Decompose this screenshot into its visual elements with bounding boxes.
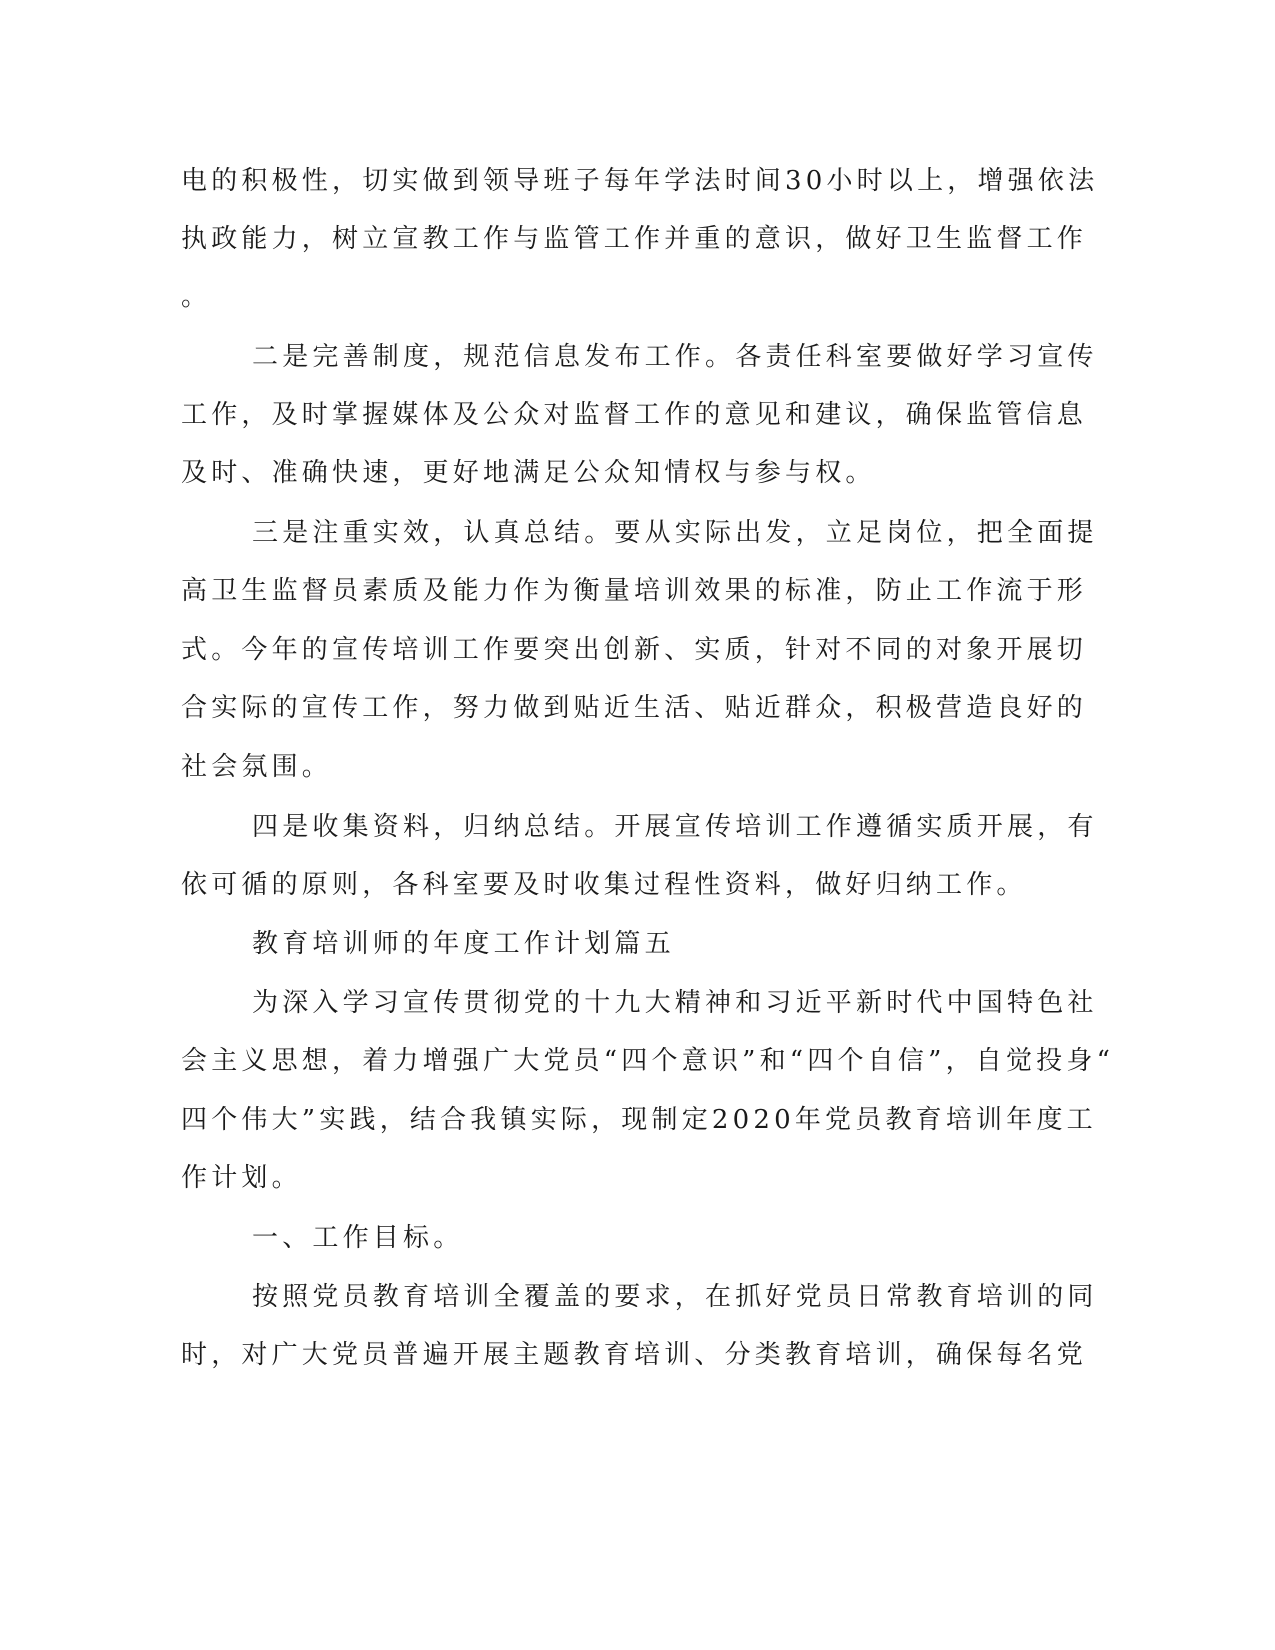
text-line: 会主义思想，着力增强广大党员“四个意识”和“四个自信”，自觉投身“ — [181, 1046, 1115, 1076]
paragraph-first-line: 三是注重实效，认真总结。要从实际出发，立足岗位，把全面提 — [252, 518, 1098, 548]
text-line: 作计划。 — [181, 1163, 302, 1193]
text-line: 工作，及时掌握媒体及公众对监督工作的意见和建议，确保监管信息 — [181, 400, 1088, 430]
paragraph-first-line: 四是收集资料，归纳总结。开展宣传培训工作遵循实质开展，有 — [252, 812, 1098, 842]
text-line: 执政能力，树立宣教工作与监管工作并重的意识，做好卫生监督工作 — [181, 224, 1088, 254]
section-subheading: 一、工作目标。 — [252, 1223, 464, 1253]
text-line: 合实际的宣传工作，努力做到贴近生活、贴近群众，积极营造良好的 — [181, 693, 1088, 723]
paragraph-first-line: 二是完善制度，规范信息发布工作。各责任科室要做好学习宣传 — [252, 342, 1098, 372]
text-line: 电的积极性，切实做到领导班子每年学法时间30小时以上，增强依法 — [181, 166, 1099, 196]
text-line: 社会氛围。 — [181, 752, 333, 782]
text-line: 高卫生监督员素质及能力作为衡量培训效果的标准，防止工作流于形 — [181, 576, 1088, 606]
text-line: 及时、准确快速，更好地满足公众知情权与参与权。 — [181, 458, 876, 488]
text-line: 式。今年的宣传培训工作要突出创新、实质，针对不同的对象开展切 — [181, 635, 1088, 665]
paragraph-first-line: 按照党员教育培训全覆盖的要求，在抓好党员日常教育培训的同 — [252, 1282, 1098, 1312]
text-line: 时，对广大党员普遍开展主题教育培训、分类教育培训，确保每名党 — [181, 1340, 1088, 1370]
paragraph-first-line: 为深入学习宣传贯彻党的十九大精神和习近平新时代中国特色社 — [252, 988, 1098, 1018]
section-heading: 教育培训师的年度工作计划篇五 — [252, 929, 675, 959]
text-line: 依可循的原则，各科室要及时收集过程性资料，做好归纳工作。 — [181, 870, 1027, 900]
text-line: 四个伟大”实践，结合我镇实际，现制定2020年党员教育培训年度工 — [181, 1105, 1097, 1135]
text-line: 。 — [181, 282, 212, 312]
